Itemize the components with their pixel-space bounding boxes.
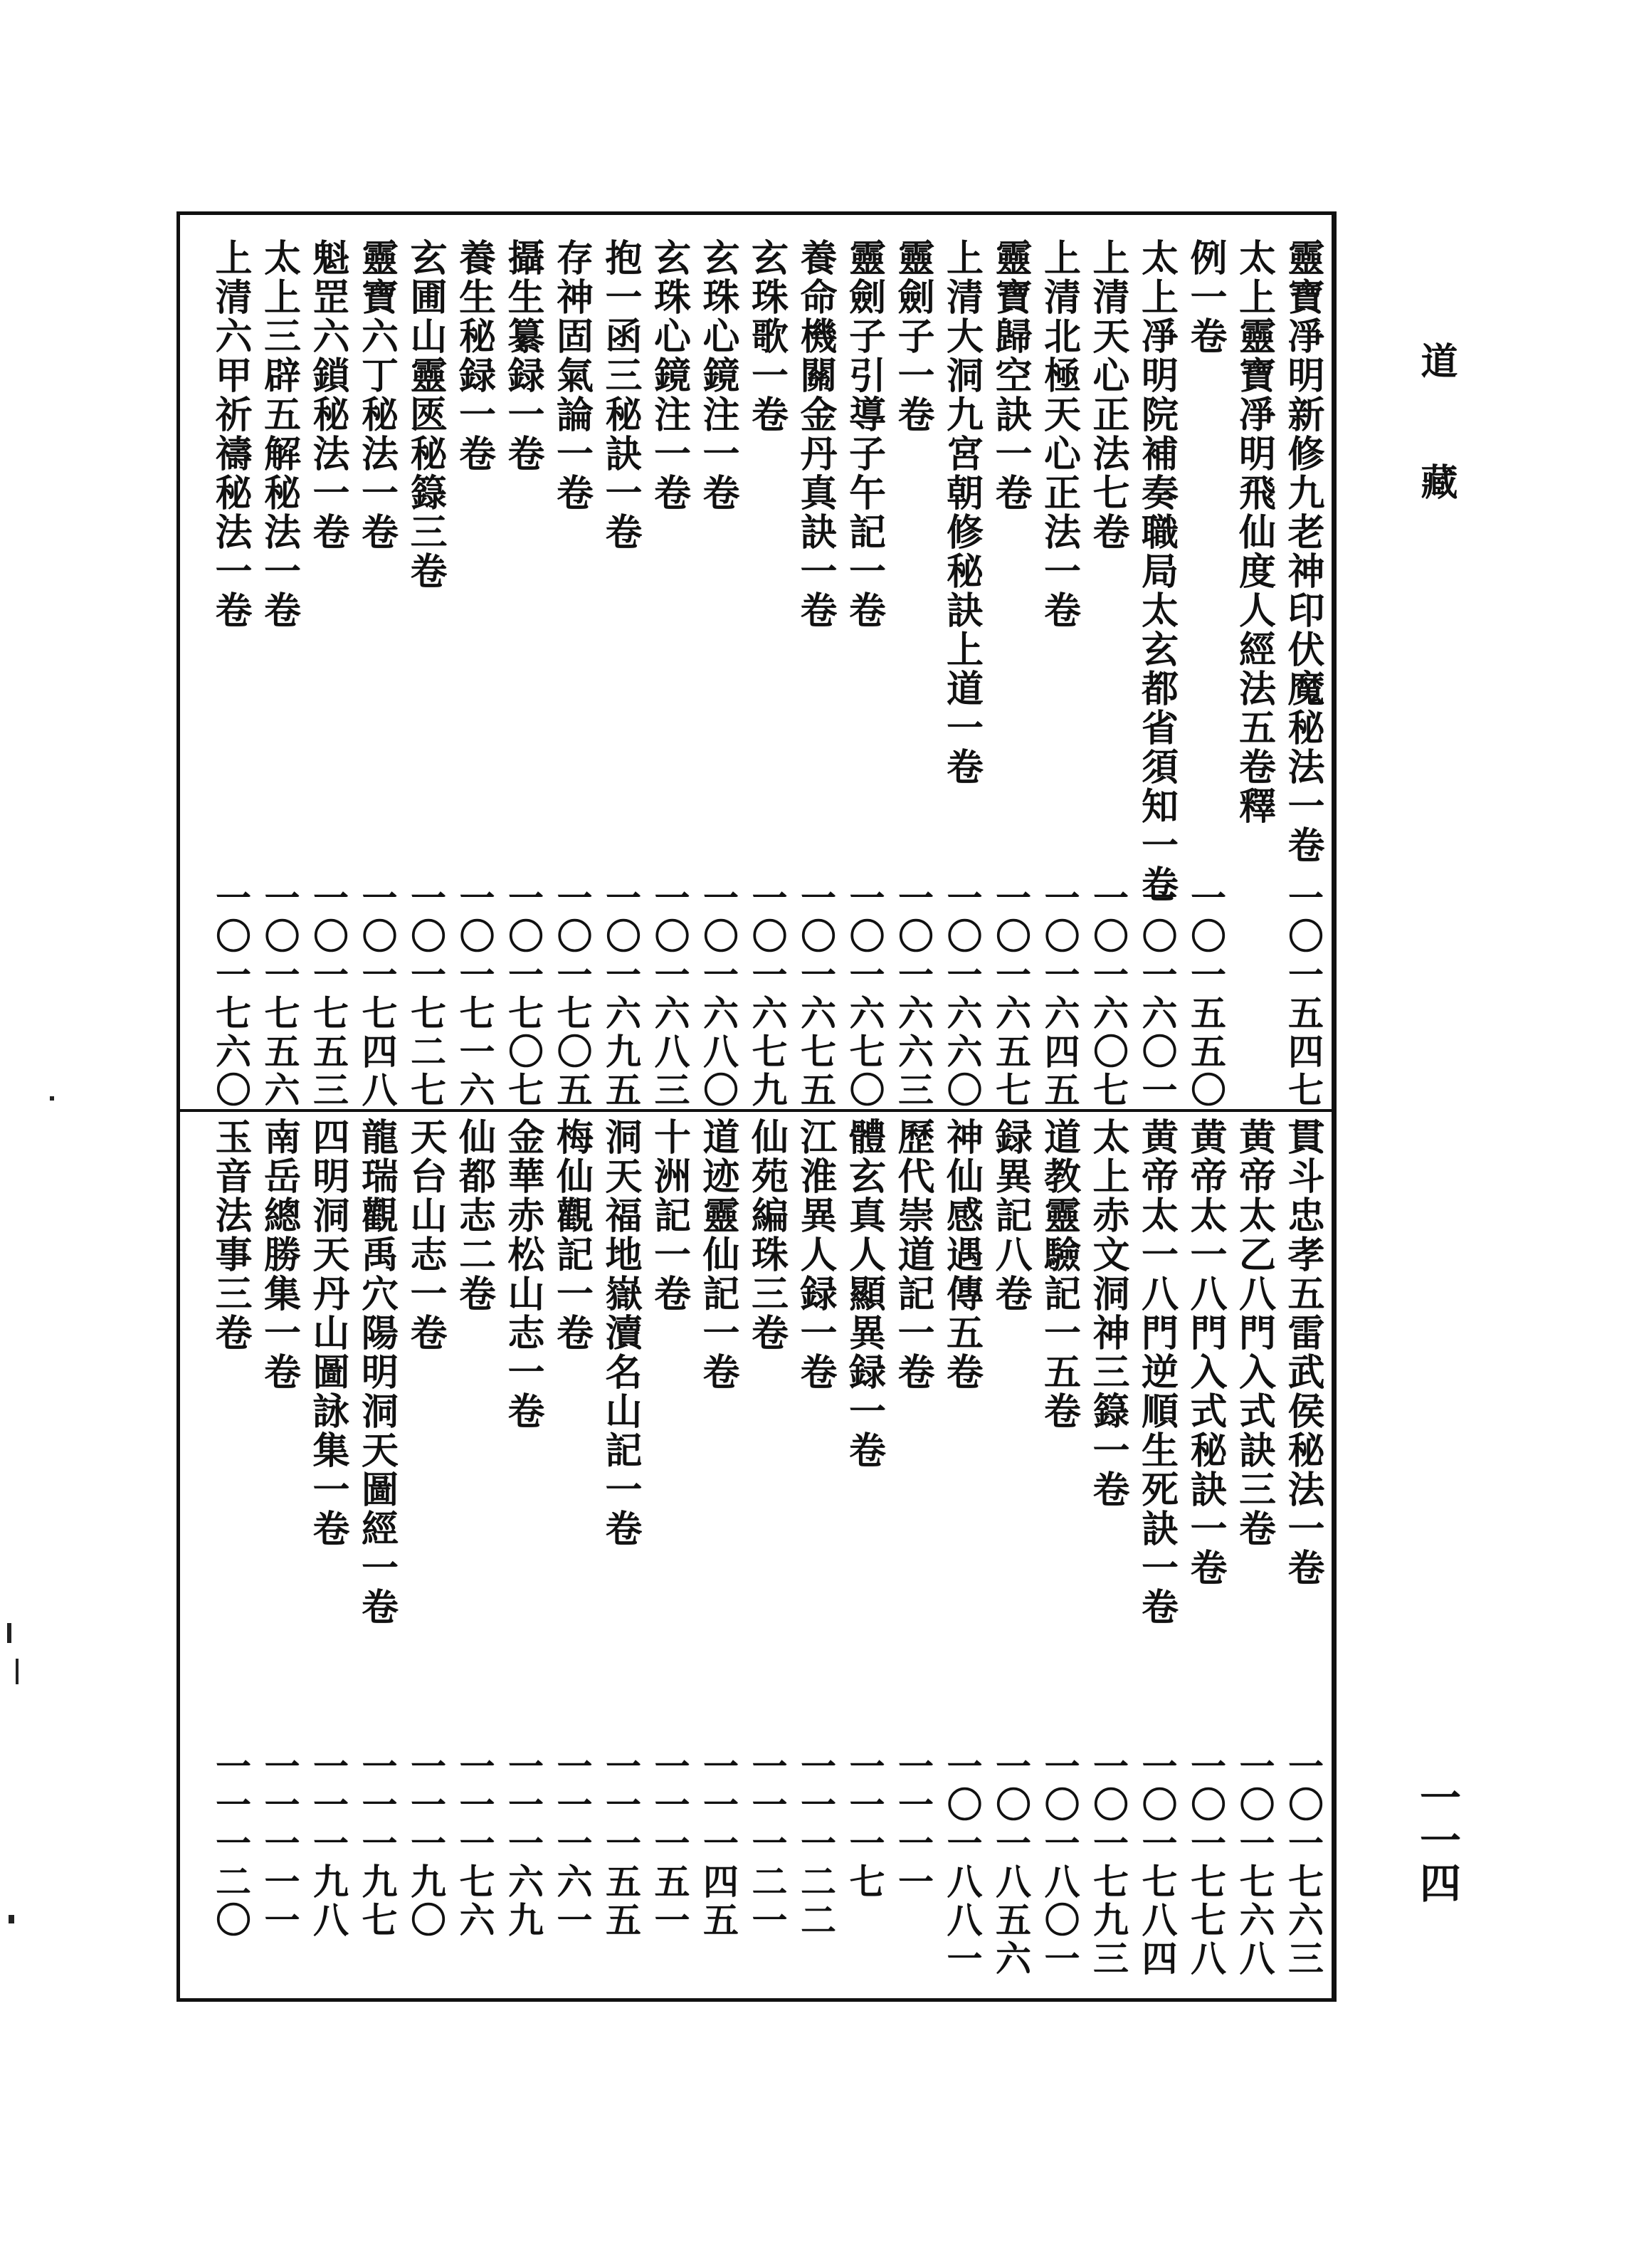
entry-title: 體玄真人顯異録一卷 xyxy=(842,1118,886,1470)
entry-title: 江淮異人録一卷 xyxy=(794,1118,837,1392)
entry-title: 四明洞天丹山圖詠集一卷 xyxy=(306,1118,349,1548)
entry-page-number: 一〇一七六三 xyxy=(1282,1748,1324,1978)
entry-page-number: 一〇一七〇五 xyxy=(551,879,594,1110)
entry-page-number: 一〇一六七九 xyxy=(746,879,789,1110)
entry-page-number: 一〇一六四五 xyxy=(1038,879,1081,1110)
entry-page-number: 一一一六九 xyxy=(502,1748,544,1940)
entry-page-number: 一〇一七二七 xyxy=(405,879,447,1110)
entry-title: 例一卷 xyxy=(1184,238,1227,356)
entry-page-number: 一一一六一 xyxy=(551,1748,594,1940)
entry-title: 仙都志二卷 xyxy=(452,1118,496,1313)
entry-title: 上清六甲祈禱秘法一卷 xyxy=(209,238,252,630)
entry-title: 上清北極天心正法一卷 xyxy=(1037,238,1081,630)
entry-page-number: 一〇一六七〇 xyxy=(843,879,886,1110)
entry-page-number: 一一一七 xyxy=(843,1748,886,1901)
entry-title: 龍瑞觀禹穴陽明洞天圖經一卷 xyxy=(354,1118,399,1627)
entry-title: 抱一函三秘訣一卷 xyxy=(599,238,642,552)
entry-title: 金華赤松山志一卷 xyxy=(501,1118,544,1431)
entry-page-number: 一〇一八〇一 xyxy=(1038,1748,1081,1978)
entry-page-number: 一一一九七 xyxy=(356,1748,399,1940)
entry-page-number: 一〇一七六〇 xyxy=(210,879,252,1110)
entry-title: 仙苑編珠三卷 xyxy=(744,1118,789,1353)
entry-title: 魁罡六鎖秘法一卷 xyxy=(306,238,349,552)
entry-title: 養命機關金丹真訣一卷 xyxy=(794,238,837,630)
entry-title: 十洲記一卷 xyxy=(647,1118,691,1313)
entry-page-number: 一一一四五 xyxy=(697,1748,739,1940)
entry-title: 存神固氣論一卷 xyxy=(549,238,594,513)
header-title-char-1: 道 xyxy=(1414,342,1458,379)
entry-title: 攝生纂録一卷 xyxy=(501,238,544,473)
entry-title: 黄帝太一八門逆順生死訣一卷 xyxy=(1134,1118,1179,1627)
entry-page-number: 一一一五五 xyxy=(600,1748,642,1940)
entry-page-number: 一〇一六六三 xyxy=(892,879,934,1110)
entry-page-number: 一一一一一 xyxy=(258,1748,301,1940)
entry-page-number: 一〇一七四八 xyxy=(356,879,399,1110)
entry-page-number: 一〇一六八三 xyxy=(648,879,691,1110)
entry-page-number: 一一一一 xyxy=(892,1748,934,1901)
entry-title: 靈寶歸空訣一卷 xyxy=(989,238,1032,513)
entry-title: 靈劍子引導子午記一卷 xyxy=(842,238,886,630)
entry-page-number: 一〇一七五六 xyxy=(258,879,301,1110)
entry-title: 上清天心正法七卷 xyxy=(1086,238,1129,552)
entry-title: 歷代崇道記一卷 xyxy=(891,1118,934,1392)
entry-title: 梅仙觀記一卷 xyxy=(549,1118,594,1353)
entry-page-number: 一〇一七七八 xyxy=(1185,1748,1227,1978)
entry-page-number: 一〇一七〇七 xyxy=(502,879,544,1110)
entry-page-number: 一〇一八五六 xyxy=(990,1748,1032,1978)
entry-title: 貫斗忠孝五雷武侯秘法一卷 xyxy=(1281,1118,1324,1587)
page-number: 一一四 xyxy=(1413,1776,1461,1904)
entry-title: 太上赤文洞神三籙一卷 xyxy=(1086,1118,1129,1509)
entry-title: 玉音法事三卷 xyxy=(209,1118,252,1353)
entry-page-number: 一一一九〇 xyxy=(405,1748,447,1940)
entry-page-number: 一一一二一 xyxy=(746,1748,789,1940)
entry-title: 道迹靈仙記一卷 xyxy=(696,1118,739,1392)
entry-title: 養生秘録一卷 xyxy=(452,238,496,473)
entry-title: 玄珠歌一卷 xyxy=(744,238,789,434)
entry-title: 黄帝太乙八門入式訣三卷 xyxy=(1232,1118,1276,1548)
entry-page-number: 一一一七六 xyxy=(453,1748,496,1940)
entry-page-number: 一一一九八 xyxy=(307,1748,349,1940)
entry-title: 天台山志一卷 xyxy=(404,1118,447,1353)
entry-page-number: 一一一二二 xyxy=(795,1748,837,1940)
entry-title: 太上靈寶凈明飛仙度人經法五卷釋 xyxy=(1232,238,1276,826)
entry-title: 南岳總勝集一卷 xyxy=(257,1118,301,1392)
scan-mark xyxy=(16,1659,19,1684)
entry-title: 靈寶凈明新修九老神印伏魔秘法一卷 xyxy=(1281,238,1324,865)
entry-page-number: 一〇一六〇七 xyxy=(1087,879,1129,1110)
entry-title: 玄珠心鏡注一卷 xyxy=(696,238,739,513)
entry-title: 道教靈驗記一五卷 xyxy=(1037,1118,1081,1431)
entry-page-number: 一〇一六九五 xyxy=(600,879,642,1110)
entry-title: 神仙感遇傳五卷 xyxy=(939,1118,984,1392)
entry-page-number: 一〇一七六八 xyxy=(1233,1748,1276,1978)
entry-page-number: 一〇一六八〇 xyxy=(697,879,739,1110)
scan-mark xyxy=(9,1915,14,1923)
scan-mark xyxy=(50,1096,54,1101)
entry-title: 太上三辟五解秘法一卷 xyxy=(257,238,301,630)
entry-page-number: 一〇一七五三 xyxy=(307,879,349,1110)
entry-page-number: 一〇一五五〇 xyxy=(1185,879,1227,1110)
scan-mark xyxy=(7,1623,11,1643)
entry-title: 太上凈明院補奏職局太玄都省須知一卷 xyxy=(1134,238,1179,904)
entry-page-number: 一〇一五四七 xyxy=(1282,879,1324,1110)
entry-page-number: 一〇一七八四 xyxy=(1136,1748,1179,1978)
entry-page-number: 一一一二〇 xyxy=(210,1748,252,1940)
entry-page-number: 一〇一七一六 xyxy=(453,879,496,1110)
entry-page-number: 一〇一七九三 xyxy=(1087,1748,1129,1978)
entry-title: 靈劍子一卷 xyxy=(891,238,934,434)
entry-page-number: 一〇一六〇一 xyxy=(1136,879,1179,1110)
entry-page-number: 一〇一八八一 xyxy=(941,1748,984,1978)
entry-title: 上清大洞九宮朝修秘訣上道一卷 xyxy=(939,238,984,787)
entry-title: 玄珠心鏡注一卷 xyxy=(647,238,691,513)
entry-page-number: 一一一五一 xyxy=(648,1748,691,1940)
entry-page-number: 一〇一六七五 xyxy=(795,879,837,1110)
entry-title: 洞天福地嶽瀆名山記一卷 xyxy=(599,1118,642,1548)
header-title-char-2: 藏 xyxy=(1414,463,1458,500)
entry-title: 録異記八卷 xyxy=(989,1118,1032,1313)
entry-title: 黄帝太一八門入式秘訣一卷 xyxy=(1184,1118,1227,1587)
entry-title: 靈寶六丁秘法一卷 xyxy=(354,238,399,552)
entry-title: 玄圃山靈匧秘籙三卷 xyxy=(404,238,447,591)
entry-page-number: 一〇一六五七 xyxy=(990,879,1032,1110)
entry-page-number: 一〇一六六〇 xyxy=(941,879,984,1110)
